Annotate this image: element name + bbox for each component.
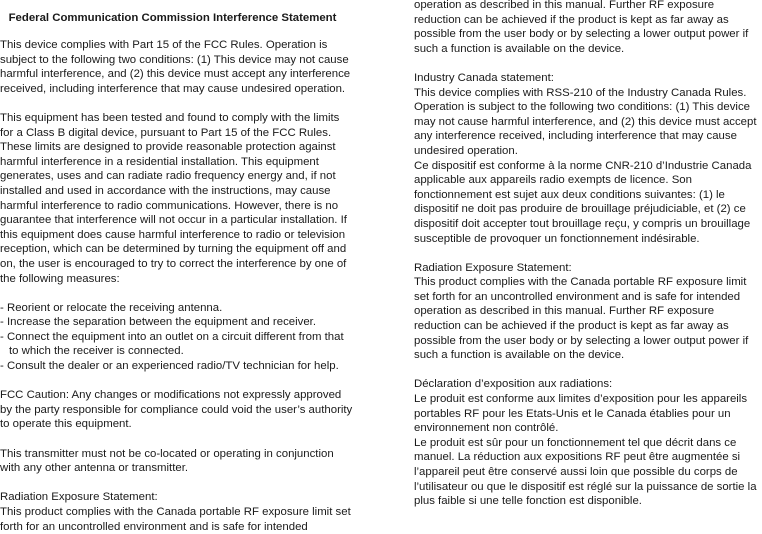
list-item: - Increase the separation between the equipment and receiver. bbox=[0, 315, 355, 330]
spacer bbox=[414, 246, 762, 261]
french-radiation-text-2: Le produit est sûr pour un fonctionnement tel que décrit dans ce manuel. La réduction aux expositions RF peut être augmentée si l’appareil peut être conservé aussi loin que possible du corps de l’utilisateur ou que le dispositif est réglé sur la puissance de sortie la plus faible si une telle fonction est disponible. bbox=[414, 436, 757, 508]
spacer bbox=[0, 96, 355, 111]
list-item: - Reorient or relocate the receiving antenna. bbox=[0, 301, 355, 316]
french-radiation-heading: Déclaration d’exposition aux radiations: bbox=[414, 378, 613, 391]
radiation-exposure-heading: Radiation Exposure Statement: bbox=[414, 261, 572, 274]
spacer bbox=[0, 476, 355, 491]
spacer bbox=[0, 432, 355, 447]
spacer bbox=[0, 374, 355, 389]
industry-canada-heading: Industry Canada statement: bbox=[414, 71, 554, 84]
industry-canada-french-text: Ce dispositif est conforme à la norme CNR-210 d’Industrie Canada applicable aux appareils radio exempts de licence. Son fonctionnement est sujet aux deux conditions suivantes: (1) le dispositif ne doit pas produire de brouillage préjudiciable, et (2) ce dispositif doit accepter tout brouillage reçu, y compris un brouillage susceptible de provoquer un fonctionnement indésirable. bbox=[414, 159, 752, 245]
list-item: - Consult the dealer or an experienced radio/TV technician for help. bbox=[0, 359, 355, 374]
spacer bbox=[414, 363, 762, 378]
french-radiation-text-1: Le produit est conforme aux limites d’exposition pour les appareils portables RF pour les Etats-Unis et le Canada établies pour un environnement non contrôlé. bbox=[414, 393, 748, 435]
list-item: - Connect the equipment into an outlet on a circuit different from that to which the receiver is connected. bbox=[0, 330, 355, 359]
document-title: Federal Communication Commission Interference Statement bbox=[8, 12, 337, 24]
radiation-exposure-text: This product complies with the Canada portable RF exposure limit set forth for an uncontrolled environment and is safe for intended operation as described in this manual. Further RF exposure reduction can be achieved if the product is kept as far away as possible from the user body or by selecting a lower output power if such a function is available on the device. bbox=[414, 276, 749, 362]
industry-canada-text: This device complies with RSS-210 of the Industry Canada Rules. Operation is subject to the following two conditions: (1) This device may not cause harmful interference, and (2) this device must accept any interference received, including interference that may cause undesired operation. bbox=[414, 86, 757, 157]
fcc-caution-paragraph: FCC Caution: Any changes or modifications not expressly approved by the party responsible for compliance could void the user’s authority to operate this equipment. bbox=[0, 389, 353, 431]
radiation-exposure-text: This product complies with the Canada portable RF exposure limit set forth for an uncontrolled environment and is safe for intended bbox=[0, 506, 351, 533]
colocation-paragraph: This transmitter must not be co-located or operating in conjunction with any other antenna or transmitter. bbox=[0, 447, 334, 475]
right-column bbox=[414, 0, 762, 509]
spacer bbox=[414, 56, 762, 71]
spacer bbox=[0, 286, 355, 301]
left-column bbox=[0, 0, 355, 534]
fcc-compliance-paragraph: This device complies with Part 15 of the FCC Rules. Operation is subject to the following two conditions: (1) This device may not cause harmful interference, and (2) this device must accept any interference received, including interference that may cause undesired operation. bbox=[0, 39, 351, 95]
interference-measures-list bbox=[0, 301, 355, 374]
radiation-exposure-continued: operation as described in this manual. Further RF exposure reduction can be achieved if the product is kept as far away as possible from the user body or by selecting a lower output power if such a function is available on the device. bbox=[414, 0, 749, 55]
radiation-exposure-heading: Radiation Exposure Statement: bbox=[0, 491, 158, 504]
fcc-class-b-paragraph: This equipment has been tested and found to comply with the limits for a Class B digital device, pursuant to Part 15 of the FCC Rules. These limits are designed to provide reasonable protection against harmful interference in a residential installation. This equipment generates, uses and can radiate radio frequency energy and, if not installed and used in accordance with the instructions, may cause harmful interference to radio communications. However, there is no guarantee that interference will not occur in a particular installation. If this equipment does cause harmful interference to radio or television reception, which can be determined by turning the equipment off and on, the user is encouraged to try to correct the interference by one of the following measures: bbox=[0, 111, 347, 285]
